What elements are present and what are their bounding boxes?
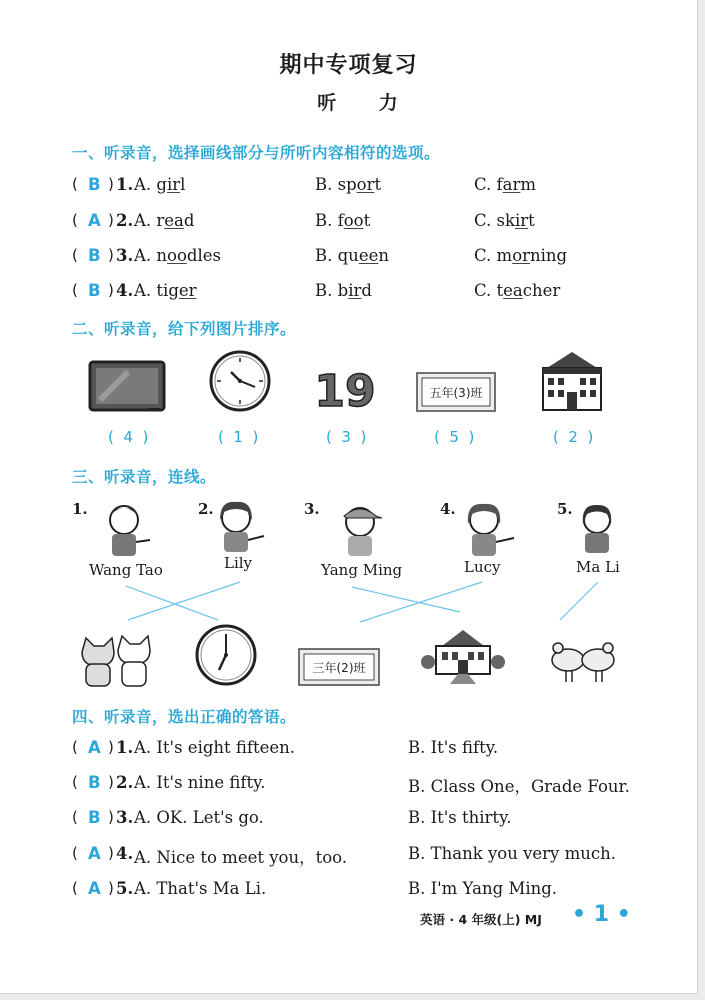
- option-b: B. foot: [315, 211, 371, 230]
- person-name: Wang Tao: [89, 561, 163, 579]
- section4-row: ( A ) 4. A. Nice to meet you，too. B. Thank you very much.: [72, 844, 617, 867]
- option-b: B. sport: [315, 175, 382, 194]
- order-answer: ( 1 ): [218, 428, 259, 446]
- option-a: A. OK. Let's go.: [134, 808, 264, 827]
- worksheet-page: 期中专项复习 听 力 一、听录音，选择画线部分与所听内容相符的选项。 ( B ) 1. A. girl B. sport C. farm ( A ) 2. A. read B. foot C. skirt ( B ) 3. A. noodles B. queen C. morning ( B ) 4. A. tiger B. bird C. teacher 二、听录音，给下列图片排序。 19 五年(3)班 ( 4 ) ( 1 ) ( 3 ) ( 5 ) ( 2 ) 三、听录音，连线。 1. 2. 3. 4. 5. Wang Tao Lily Yang Ming Lucy Ma Li 三年(2)班 四、听录音，选出正确的答语。 ( A ) 1. A. It's eight fifteen. B. It's fifty. ( B ) 2. A. It's nine fifty. B. Class One，Grade Four. ( B ) 3. A. OK. Let's go. B. It's thirty. ( A ) 4. A. Nice to meet you，too. B. Thank you very much. ( A ) 5. A. That's Ma Li. B. I'm Yang Ming. 英语 · 4 年级(上) MJ • 1 •: [0, 0, 698, 994]
- order-answer: ( 2 ): [553, 428, 594, 446]
- option-a: A. girl: [134, 175, 186, 194]
- person-name: Yang Ming: [321, 561, 403, 579]
- school-building-icon: [420, 628, 506, 686]
- option-a: A. Nice to meet you，too.: [134, 848, 348, 867]
- section1-row: ( A ) 2. A. read B. foot C. skirt: [72, 211, 535, 230]
- option-c: C. teacher: [474, 281, 561, 300]
- cats-icon: [78, 634, 154, 688]
- person-name: Lily: [224, 554, 253, 572]
- option-c: C. skirt: [474, 211, 535, 230]
- section1-row: ( B ) 4. A. tiger B. bird C. teacher: [72, 281, 561, 300]
- option-b: B. I'm Yang Ming.: [408, 879, 558, 898]
- answer: A: [88, 844, 101, 863]
- person-name: Lucy: [464, 558, 501, 576]
- person-name: Ma Li: [576, 558, 620, 576]
- page-title: 期中专项复习: [279, 53, 418, 78]
- section1-row: ( B ) 3. A. noodles B. queen C. morning: [72, 246, 568, 265]
- answer: B: [88, 808, 101, 827]
- option-c: C. farm: [474, 175, 537, 194]
- clock-icon: [195, 624, 257, 686]
- class-sign-icon: [298, 648, 380, 686]
- answer: A: [88, 879, 101, 898]
- section2-heading: 二、听录音，给下列图片排序。: [72, 320, 297, 338]
- chickens-icon: [548, 634, 620, 688]
- answer: B: [88, 175, 101, 194]
- option-b: B. Class One，Grade Four.: [408, 777, 630, 796]
- option-b: B. It's fifty.: [408, 738, 499, 757]
- page-number: • 1 •: [572, 902, 631, 927]
- footer-text: 英语 · 4 年级(上) MJ: [420, 912, 542, 927]
- option-a: A. It's nine fifty.: [134, 773, 266, 792]
- svg-text:五年(3)班: 五年(3)班: [429, 386, 483, 400]
- section1-heading: 一、听录音，选择画线部分与所听内容相符的选项。: [72, 144, 441, 162]
- option-a: A. It's eight fifteen.: [134, 738, 296, 757]
- section1-row: ( B ) 1. A. girl B. sport C. farm: [72, 175, 537, 194]
- answer: A: [88, 211, 101, 230]
- section3-heading: 三、听录音，连线。: [72, 468, 217, 486]
- page-subtitle: 听 力: [317, 92, 416, 114]
- option-b: B. queen: [315, 246, 389, 265]
- order-answer: ( 4 ): [108, 428, 149, 446]
- option-a: A. noodles: [134, 246, 221, 265]
- option-b: B. It's thirty.: [408, 808, 512, 827]
- section4-heading: 四、听录音，选出正确的答语。: [72, 708, 297, 726]
- answer: A: [88, 738, 101, 757]
- section4-row: ( B ) 3. A. OK. Let's go. B. It's thirty.: [72, 808, 512, 827]
- svg-text:19: 19: [314, 366, 376, 414]
- option-a: A. tiger: [134, 281, 197, 300]
- option-b: B. bird: [315, 281, 372, 300]
- answer: B: [88, 246, 101, 265]
- answer: B: [88, 281, 101, 300]
- section4-row: ( B ) 2. A. It's nine fifty. B. Class One，Grade Four.: [72, 773, 630, 796]
- section4-row: ( A ) 5. A. That's Ma Li. B. I'm Yang Ming.: [72, 879, 558, 898]
- option-b: B. Thank you very much.: [408, 844, 617, 863]
- section4-row: ( A ) 1. A. It's eight fifteen. B. It's fifty.: [72, 738, 499, 757]
- svg-text:三年(2)班: 三年(2)班: [312, 661, 366, 675]
- order-answer: ( 5 ): [434, 428, 475, 446]
- option-a: A. read: [134, 211, 195, 230]
- answer: B: [88, 773, 101, 792]
- option-c: C. morning: [474, 246, 568, 265]
- option-a: A. That's Ma Li.: [134, 879, 267, 898]
- order-answer: ( 3 ): [326, 428, 367, 446]
